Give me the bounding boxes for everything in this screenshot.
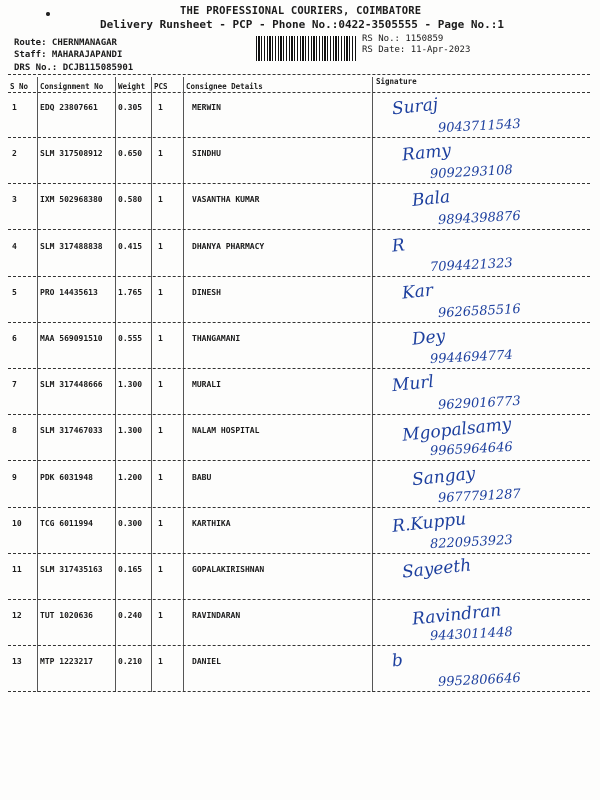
row-separator — [8, 368, 590, 369]
cell-consignment: TCG 6011994 — [40, 518, 93, 528]
route-label: Route: CHERNMANAGAR — [14, 38, 117, 48]
row-separator — [8, 553, 590, 554]
cell-pcs: 1 — [158, 149, 163, 159]
col-header-sno: S No — [10, 82, 29, 91]
cell-consignee: MURALI — [192, 380, 221, 390]
cell-sno: 12 — [12, 611, 22, 621]
row-separator — [8, 183, 590, 184]
cell-pcs: 1 — [158, 380, 163, 390]
cell-consignee: RAVINDARAN — [192, 611, 241, 621]
cell-sno: 13 — [12, 657, 22, 667]
cell-weight: 0.580 — [118, 195, 143, 205]
header-bottom-rule — [8, 92, 590, 93]
handwritten-phone: 9043711543 — [437, 116, 522, 137]
row-separator — [8, 645, 590, 646]
cell-consignment: SLM 317467033 — [40, 426, 103, 436]
cell-consignee: VASANTHA KUMAR — [192, 195, 260, 205]
signature-scribble: Dey — [411, 326, 447, 350]
signature-scribble: Ramy — [401, 140, 452, 166]
cell-pcs: 1 — [158, 565, 163, 574]
signature-scribble: Mgopalsamy — [401, 414, 513, 447]
col-header-signature: Signature — [376, 77, 417, 86]
cell-pcs: 1 — [158, 611, 163, 621]
handwritten-phone: 9626585516 — [437, 301, 522, 321]
signature-scribble: R — [390, 234, 406, 257]
cell-consignment: SLM 317435163 — [40, 565, 103, 574]
cell-sno: 1 — [12, 103, 17, 112]
cell-weight: 0.650 — [118, 149, 143, 159]
cell-consignee: BABU — [192, 472, 212, 482]
cell-consignee: MERWIN — [192, 103, 221, 112]
signature-scribble: Murl — [391, 372, 435, 397]
cell-sno: 9 — [12, 472, 17, 482]
cell-consignee: KARTHIKA — [192, 518, 231, 528]
barcode — [256, 36, 356, 61]
cell-consignment: PDK 6031948 — [40, 472, 93, 482]
cell-consignment: MAA 569091510 — [40, 334, 103, 343]
cell-sno: 6 — [12, 334, 17, 343]
col-header-weight: Weight — [118, 82, 146, 91]
handwritten-phone: 9944694774 — [429, 347, 514, 368]
col-header-consignment: Consignment No — [40, 82, 104, 91]
row-separator — [8, 507, 590, 508]
cell-weight: 1.765 — [118, 287, 143, 297]
cell-sno: 5 — [12, 287, 17, 297]
cell-sno: 3 — [12, 195, 17, 205]
handwritten-phone: 9894398876 — [437, 209, 522, 229]
cell-weight: 0.555 — [118, 334, 143, 343]
cell-pcs: 1 — [158, 103, 163, 112]
row-separator — [8, 322, 590, 323]
cell-sno: 2 — [12, 149, 17, 159]
table-top-rule — [8, 74, 590, 75]
handwritten-phone: 9443011448 — [429, 625, 514, 645]
signature-scribble: Suraj — [391, 94, 440, 120]
handwritten-phone: 8220953923 — [429, 532, 514, 552]
signature-scribble: Sayeeth — [401, 555, 473, 583]
handwritten-phone: 7094421323 — [429, 255, 514, 275]
cell-consignment: IXM 502968380 — [40, 195, 103, 205]
cell-pcs: 1 — [158, 334, 163, 343]
row-separator — [8, 229, 590, 230]
handwritten-phone: 9677791287 — [437, 486, 522, 506]
cell-consignee: THANGAMANI — [192, 334, 241, 343]
row-separator — [8, 599, 590, 600]
cell-sno: 7 — [12, 380, 17, 390]
col-header-consignee: Consignee Details — [186, 82, 263, 91]
row-separator — [8, 276, 590, 277]
cell-weight: 0.165 — [118, 565, 143, 574]
cell-pcs: 1 — [158, 472, 163, 482]
cell-pcs: 1 — [158, 241, 163, 251]
cell-weight: 1.300 — [118, 380, 143, 390]
cell-consignment: SLM 317448666 — [40, 380, 103, 390]
cell-consignee: NALAM HOSPITAL — [192, 426, 260, 436]
cell-weight: 1.300 — [118, 426, 143, 436]
bullet-mark — [46, 12, 50, 16]
cell-consignment: PRO 14435613 — [40, 287, 98, 297]
cell-weight: 0.210 — [118, 657, 143, 667]
handwritten-phone: 9092293108 — [429, 163, 514, 183]
cell-consignment: MTP 1223217 — [40, 657, 93, 667]
cell-weight: 1.200 — [118, 472, 143, 482]
signature-scribble: Bala — [411, 187, 452, 212]
signature-scribble: R.Kuppu — [391, 508, 468, 537]
cell-consignment: SLM 317508912 — [40, 149, 103, 159]
cell-consignee: DHANYA PHARMACY — [192, 241, 265, 251]
row-separator — [8, 460, 590, 461]
cell-pcs: 1 — [158, 195, 163, 205]
cell-consignment: EDQ 23807661 — [40, 103, 98, 112]
handwritten-phone: 9629016773 — [437, 394, 522, 414]
cell-weight: 0.240 — [118, 611, 143, 621]
cell-consignment: SLM 317488838 — [40, 241, 103, 251]
signature-scribble: b — [390, 650, 404, 672]
signature-scribble: Ravindran — [411, 600, 503, 630]
handwritten-phone: 9952806646 — [437, 671, 522, 691]
runsheet-subtitle: Delivery Runsheet - PCP - Phone No.:0422-3505555 - Page No.:1 — [100, 18, 504, 31]
company-title: THE PROFESSIONAL COURIERS, COIMBATORE — [180, 5, 422, 17]
col-header-pcs: PCS — [154, 82, 168, 91]
cell-weight: 0.305 — [118, 103, 143, 112]
staff-label: Staff: MAHARAJAPANDI — [14, 50, 123, 60]
cell-sno: 8 — [12, 426, 17, 436]
cell-pcs: 1 — [158, 426, 163, 436]
signature-scribble: Sangay — [411, 463, 477, 490]
cell-sno: 4 — [12, 241, 17, 251]
rs-number: RS No.: 1150859 — [362, 34, 444, 44]
cell-pcs: 1 — [158, 657, 163, 667]
cell-sno: 10 — [12, 518, 22, 528]
signature-scribble: Kar — [401, 280, 434, 304]
cell-consignee: DANIEL — [192, 657, 221, 667]
cell-consignee: SINDHU — [192, 149, 221, 159]
cell-weight: 0.415 — [118, 241, 143, 251]
cell-sno: 11 — [12, 565, 22, 574]
cell-pcs: 1 — [158, 518, 163, 528]
rs-date: RS Date: 11-Apr-2023 — [362, 45, 471, 55]
cell-consignee: GOPALAKIRISHNAN — [192, 565, 265, 574]
cell-pcs: 1 — [158, 287, 163, 297]
cell-consignment: TUT 1020636 — [40, 611, 93, 621]
row-separator — [8, 137, 590, 138]
row-separator — [8, 691, 590, 692]
cell-consignee: DINESH — [192, 287, 221, 297]
drs-label: DRS No.: DCJB115085901 — [14, 63, 134, 73]
handwritten-phone: 9965964646 — [429, 440, 514, 460]
cell-weight: 0.300 — [118, 518, 143, 528]
